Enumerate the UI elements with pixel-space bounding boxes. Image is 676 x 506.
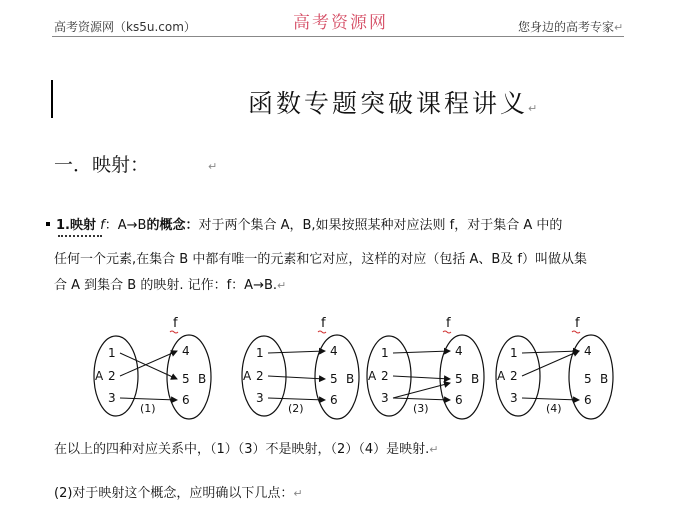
mapping-arrow [393,376,450,379]
set-b-element: 6 [455,393,463,407]
mapping-f-label: f [173,316,178,331]
concept-line-2: 任何一个元素,在集合 B 中都有唯一的元素和它对应，这样的对应（包括 A、B及 f）叫做从集 [54,252,587,267]
concept-term-2: 的概念： [146,218,199,233]
set-b-label: B [346,372,355,386]
paragraph-mark-icon: ↵ [528,102,541,115]
set-b-element: 6 [584,393,592,407]
concept-line-3 [54,274,286,293]
mapping-arrow [393,351,450,353]
diagram-caption: (4) [546,402,562,415]
spell-underline-icon [572,331,580,333]
paragraph-mark-icon: ↵ [277,279,287,292]
mapping-arrow [393,398,450,400]
diagram-caption: (2) [288,402,304,415]
point-intro-line [54,482,303,501]
set-a-element: 1 [256,346,264,360]
set-b-element: 4 [182,344,190,358]
mapping-arrow [522,351,579,353]
mapping-f-label: f [575,316,580,331]
diagram-caption: (1) [140,402,156,415]
set-a-element: 2 [381,369,389,383]
concept-line-1 [56,214,562,233]
spell-underline-icon [443,331,451,333]
diagram-caption: (3) [413,402,429,415]
concept-body-3: 合 A 到集合 B 的映射. 记作：f：A→B. [54,278,278,293]
set-b-element: 6 [182,393,190,407]
page-title-text: 函数专题突破课程讲义 [248,89,529,118]
set-b-element: 5 [455,372,463,386]
set-b-element: 4 [455,344,463,358]
set-a-element: 3 [256,391,264,405]
set-a-element: 3 [108,391,116,405]
mapping-f-label: f [446,316,451,331]
mapping-arrow [268,351,325,353]
section-heading: 一．映射： [54,154,150,176]
set-b-element: 5 [182,372,190,386]
set-b-label: B [471,372,480,386]
concept-arrow: A→B [117,218,147,233]
page-title [248,84,540,120]
set-a-element: 2 [108,369,116,383]
set-a-element: 1 [108,346,116,360]
concept-number: 1. [56,218,70,233]
set-b-element: 5 [584,372,592,386]
concept-body-1: 对于两个集合 A，B,如果按照某种对应法则 f，对于集合 A 中的 [198,218,563,233]
spell-underline-icon [318,331,326,333]
set-a-element: 1 [510,346,518,360]
set-a-element: 2 [510,369,518,383]
header-right-label: 您身边的高考专家 [518,20,615,34]
set-a-label: A [368,369,377,383]
set-b-element: 6 [330,393,338,407]
set-b-label: B [600,372,609,386]
spell-underline-icon [170,331,178,333]
text-cursor[interactable] [51,80,53,118]
mapping-arrow [268,398,325,400]
paragraph-mark-icon: ↵ [614,21,624,34]
point-intro-text: (2)对于映射这个概念，应明确以下几点： [54,486,294,501]
set-a-element: 1 [381,346,389,360]
header-left-text: 高考资源网（ks5u.com） [54,20,196,34]
paragraph-mark-icon: ↵ [293,487,303,500]
set-b-label: B [198,372,207,386]
conclusion-text: 在以上的四种对应关系中，（1）（3）不是映射，（2）（4）是映射. [54,442,430,457]
emphasis-dots [58,235,102,237]
concept-term: 映射 [69,218,96,233]
conclusion-line [54,438,438,457]
mapping-arrow [268,376,325,379]
set-a-element: 3 [381,391,389,405]
header-logo: 高考资源网 [293,13,388,33]
bullet-marker [46,222,50,226]
set-a-element: 2 [256,369,264,383]
set-a-label: A [497,369,506,383]
set-a-label: A [243,369,252,383]
concept-f: f [100,218,105,233]
mapping-arrow [522,398,579,400]
set-a-label: A [95,369,104,383]
mapping-f-label: f [321,316,326,331]
mapping-arrow [120,353,177,379]
set-b-element: 4 [330,344,338,358]
set-b-element: 4 [584,344,592,358]
mapping-diagrams [0,310,676,430]
paragraph-mark-icon: ↵ [429,443,439,456]
set-b-element: 5 [330,372,338,386]
paragraph-mark-icon: ↵ [208,160,218,173]
mapping-arrow [120,398,177,400]
set-a-element: 3 [510,391,518,405]
concept-colon: ： [104,218,118,233]
header-right-text [518,18,623,35]
header-divider [52,36,624,37]
